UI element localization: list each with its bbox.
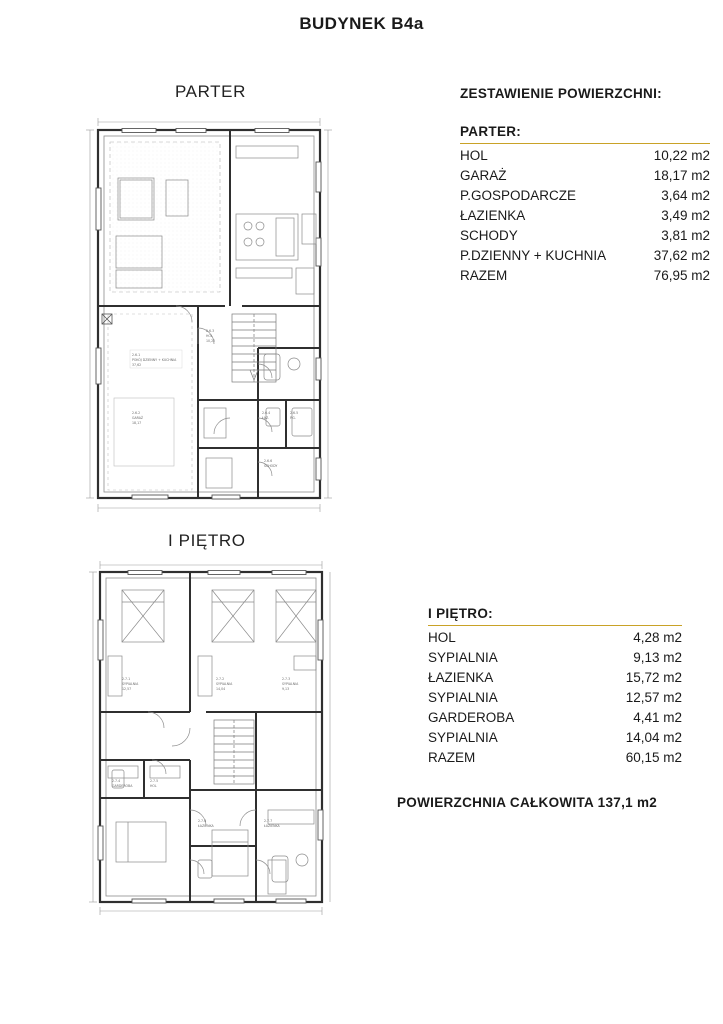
table-row <box>460 226 710 246</box>
table-row <box>460 146 710 166</box>
schedule-title: ZESTAWIENIE POWIERZCHNI: <box>460 86 662 101</box>
area-name: HOL <box>460 148 488 163</box>
schedule-first-divider <box>428 625 682 626</box>
area-name: SCHODY <box>460 228 518 243</box>
svg-text:ŁAZ.: ŁAZ. <box>262 416 270 420</box>
area-name: GARDEROBA <box>428 710 515 725</box>
area-value: 18,17 m2 <box>653 168 710 183</box>
table-row <box>428 648 682 668</box>
schedule-first-heading: I PIĘTRO: <box>428 606 493 621</box>
table-row <box>460 186 710 206</box>
svg-text:10,22: 10,22 <box>206 339 216 343</box>
area-name: GARAŻ <box>460 168 507 183</box>
area-value: 4,41 m2 <box>633 710 682 725</box>
table-row <box>428 628 682 648</box>
area-name: RAZEM <box>460 268 508 283</box>
svg-text:2.6.5: 2.6.5 <box>290 411 299 415</box>
svg-text:2.7.2: 2.7.2 <box>216 677 225 681</box>
area-name: SYPIALNIA <box>428 730 498 745</box>
area-value: 60,15 m2 <box>625 750 682 765</box>
total-area-value: 137,1 m2 <box>597 795 658 810</box>
table-row <box>428 688 682 708</box>
area-value: 9,13 m2 <box>633 650 682 665</box>
svg-text:14,04: 14,04 <box>216 687 226 691</box>
schedule-first-table <box>428 628 682 768</box>
svg-text:GARDEROBA: GARDEROBA <box>112 784 133 788</box>
area-value: 3,49 m2 <box>661 208 710 223</box>
area-name: ŁAZIENKA <box>460 208 526 223</box>
svg-text:P.G.: P.G. <box>290 416 296 420</box>
svg-text:2.7.1: 2.7.1 <box>122 677 131 681</box>
area-name: RAZEM <box>428 750 476 765</box>
area-value: 14,04 m2 <box>625 730 682 745</box>
svg-text:HOL: HOL <box>150 784 157 788</box>
first-floor-label: I PIĘTRO <box>168 531 246 550</box>
table-row <box>460 166 710 186</box>
svg-text:POKÓJ DZIENNY + KUCHNIA: POKÓJ DZIENNY + KUCHNIA <box>132 358 177 362</box>
svg-text:SYPIALNIA: SYPIALNIA <box>282 682 299 686</box>
schedule-ground-heading: PARTER: <box>460 124 522 139</box>
svg-text:9,13: 9,13 <box>282 687 290 691</box>
table-row <box>428 728 682 748</box>
area-value: 10,22 m2 <box>653 148 710 163</box>
svg-text:2.7.6: 2.7.6 <box>198 819 207 823</box>
svg-text:2.6.2: 2.6.2 <box>132 411 141 415</box>
table-row <box>428 708 682 728</box>
svg-text:2.6.1: 2.6.1 <box>132 353 141 357</box>
ground-floor-label: PARTER <box>175 82 246 101</box>
svg-text:SYPIALNIA: SYPIALNIA <box>122 682 139 686</box>
svg-text:18,17: 18,17 <box>132 421 142 425</box>
area-value: 4,28 m2 <box>633 630 682 645</box>
svg-text:HOL: HOL <box>206 334 213 338</box>
schedule-ground-divider <box>460 143 710 144</box>
svg-text:SCHODY: SCHODY <box>264 464 278 468</box>
svg-text:37,62: 37,62 <box>132 363 142 367</box>
ground-floor-plan-drawing <box>80 118 340 518</box>
svg-text:GARAŻ: GARAŻ <box>132 416 144 420</box>
table-row <box>460 206 710 226</box>
area-name: SYPIALNIA <box>428 650 498 665</box>
area-value: 15,72 m2 <box>625 670 682 685</box>
total-area-row <box>397 795 657 810</box>
svg-text:ŁAZIENKA: ŁAZIENKA <box>198 824 214 828</box>
page-title: BUDYNEK B4a <box>299 14 424 33</box>
first-floor-plan-drawing <box>86 560 339 918</box>
svg-text:2.7.4: 2.7.4 <box>112 779 121 783</box>
area-name: P.DZIENNY + KUCHNIA <box>460 248 607 263</box>
svg-text:2.6.3: 2.6.3 <box>206 329 215 333</box>
svg-text:2.7.5: 2.7.5 <box>150 779 159 783</box>
table-row-total <box>460 266 710 286</box>
table-row-total <box>428 748 682 768</box>
table-row <box>428 668 682 688</box>
svg-text:2.6.4: 2.6.4 <box>262 411 271 415</box>
table-row <box>460 246 710 266</box>
schedule-ground-table <box>460 146 710 286</box>
area-value: 37,62 m2 <box>653 248 710 263</box>
svg-text:ŁAZIENKA: ŁAZIENKA <box>264 824 280 828</box>
area-value: 12,57 m2 <box>625 690 682 705</box>
svg-text:2.7.7: 2.7.7 <box>264 819 273 823</box>
area-value: 76,95 m2 <box>653 268 710 283</box>
area-value: 3,64 m2 <box>661 188 710 203</box>
area-value: 3,81 m2 <box>661 228 710 243</box>
svg-text:2.6.6: 2.6.6 <box>264 459 273 463</box>
area-name: P.GOSPODARCZE <box>460 188 577 203</box>
total-area-label: POWIERZCHNIA CAŁKOWITA <box>397 795 594 810</box>
area-name: SYPIALNIA <box>428 690 498 705</box>
svg-text:2.7.3: 2.7.3 <box>282 677 291 681</box>
area-name: HOL <box>428 630 456 645</box>
area-name: ŁAZIENKA <box>428 670 494 685</box>
svg-text:12,57: 12,57 <box>122 687 132 691</box>
svg-text:SYPIALNIA: SYPIALNIA <box>216 682 233 686</box>
